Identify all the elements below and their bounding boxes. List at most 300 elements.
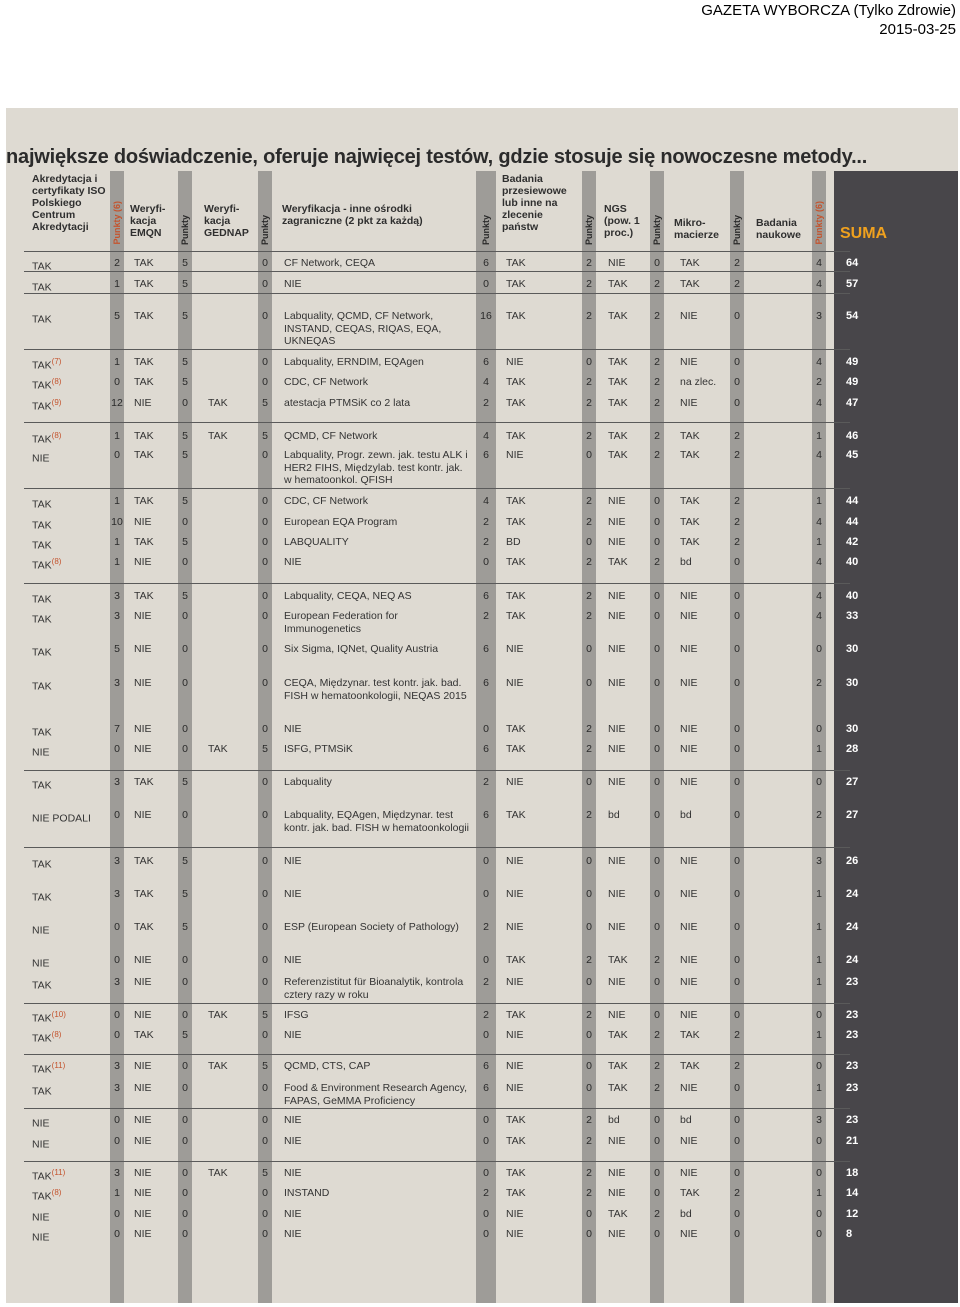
row-separator: [24, 271, 850, 272]
cell-p1: 3: [114, 976, 120, 988]
cell-p8: 0: [816, 1208, 822, 1220]
cell-c5: NIE: [506, 921, 524, 933]
cell-c7: TAK: [680, 1029, 700, 1041]
cell-suma: 23: [846, 976, 859, 988]
cell-p5: 0: [586, 1208, 592, 1220]
cell-p4: 0: [483, 888, 489, 900]
cell-c6: TAK: [608, 1060, 628, 1072]
cell-p5: 2: [586, 1167, 592, 1179]
cell-p5: 0: [586, 449, 592, 461]
cell-c2: TAK: [134, 921, 154, 933]
cell-c7: NIE: [680, 921, 698, 933]
cell-p3: 0: [262, 356, 268, 368]
cell-c4: NIE: [284, 1135, 302, 1147]
cell-c7: TAK: [680, 278, 700, 290]
cell-p5: 2: [586, 809, 592, 821]
cell-p3: 0: [262, 449, 268, 461]
cell-p7: 0: [734, 397, 740, 409]
cell-p6: 2: [654, 954, 660, 966]
cell-p2: 5: [182, 855, 188, 867]
cell-p8: 1: [816, 921, 822, 933]
cell-c5: TAK: [506, 1167, 526, 1179]
cell-c5: TAK: [506, 1187, 526, 1199]
cell-c5: TAK: [506, 1009, 526, 1021]
cell-p3: 5: [262, 397, 268, 409]
cell-p7: 0: [734, 954, 740, 966]
cell-c7: bd: [680, 556, 692, 568]
cell-c4: European Federation for Immunogenetics: [284, 610, 398, 635]
points-column-bar: [178, 171, 192, 1303]
cell-p7: 0: [734, 976, 740, 988]
cell-c4: Labquality, EQAgen, Międzynar. test kontr. jak. bad. FISH w hematoonkologii: [284, 809, 470, 834]
cell-p7: 0: [734, 356, 740, 368]
cell-p5: 2: [586, 278, 592, 290]
cell-p7: 0: [734, 643, 740, 655]
cell-p4: 6: [483, 257, 489, 269]
cell-suma: 23: [846, 1009, 859, 1021]
cell-p5: 0: [586, 536, 592, 548]
cell-p7: 0: [734, 1228, 740, 1240]
cell-p8: 0: [816, 1228, 822, 1240]
cell-suma: 14: [846, 1187, 859, 1199]
footnote-marker: (11): [51, 1168, 66, 1177]
cell-suma: 57: [846, 278, 859, 290]
points-column-bar: [582, 171, 596, 1303]
cell-p3: 0: [262, 590, 268, 602]
cell-suma: 28: [846, 743, 859, 755]
cell-c2: TAK: [134, 278, 154, 290]
cell-c5: TAK: [506, 1135, 526, 1147]
cell-p3: 0: [262, 278, 268, 290]
cell-p1: 2: [114, 257, 120, 269]
header-punkty: Punkty: [732, 214, 742, 245]
cell-c1: TAK: [32, 726, 52, 739]
cell-p8: 1: [816, 430, 822, 442]
cell-c4: NIE: [284, 1029, 302, 1041]
cell-c1: NIE: [32, 1211, 50, 1224]
cell-p4: 0: [483, 855, 489, 867]
cell-c6: NIE: [608, 516, 626, 528]
cell-p4: 6: [483, 1060, 489, 1072]
cell-p6: 2: [654, 1208, 660, 1220]
cell-p7: 2: [734, 430, 740, 442]
header-emqn: Weryfi-kacja EMQN: [130, 203, 166, 239]
cell-suma: 49: [846, 356, 859, 368]
cell-c4: NIE: [284, 1208, 302, 1220]
cell-suma: 27: [846, 776, 859, 788]
cell-c4: LABQUALITY: [284, 536, 349, 548]
header-badania-przesiewowe: Badania przesiewowe lub inne na zlecenie państw: [502, 173, 567, 233]
cell-p6: 2: [654, 1060, 660, 1072]
cell-c4: atestacja PTMSiK co 2 lata: [284, 397, 411, 409]
footnote-marker: (8): [51, 377, 62, 386]
cell-c1: NIE: [32, 1117, 50, 1130]
cell-c7: NIE: [680, 356, 698, 368]
cell-p8: 3: [816, 1114, 822, 1126]
header-punkty: Punkty (6): [112, 201, 122, 245]
cell-p4: 0: [483, 1208, 489, 1220]
cell-c1: TAK$^{(8)}$: [32, 431, 62, 446]
cell-suma: 33: [846, 610, 859, 622]
cell-p7: 2: [734, 1060, 740, 1072]
cell-p3: 5: [262, 1009, 268, 1021]
cell-p5: 0: [586, 1060, 592, 1072]
cell-c2: NIE: [134, 1135, 152, 1147]
cell-p2: 5: [182, 495, 188, 507]
cell-p4: 2: [483, 976, 489, 988]
cell-p6: 0: [654, 1009, 660, 1021]
cell-c1: TAK$^{(10)}$: [32, 1010, 66, 1025]
cell-p1: 3: [114, 1167, 120, 1179]
cell-p4: 2: [483, 536, 489, 548]
cell-c4: CDC, CF Network: [284, 376, 369, 388]
cell-c7: TAK: [680, 257, 700, 269]
cell-c2: NIE: [134, 643, 152, 655]
cell-p2: 5: [182, 376, 188, 388]
cell-p8: 1: [816, 495, 822, 507]
cell-c2: NIE: [134, 1187, 152, 1199]
cell-p2: 0: [182, 677, 188, 689]
cell-c1: TAK$^{(8)}$: [32, 377, 62, 392]
cell-c1: NIE: [32, 1138, 50, 1151]
cell-p1: 1: [114, 356, 120, 368]
cell-p5: 0: [586, 776, 592, 788]
cell-c6: TAK: [608, 310, 628, 322]
cell-c2: NIE: [134, 743, 152, 755]
cell-p3: 0: [262, 776, 268, 788]
cell-c6: TAK: [608, 356, 628, 368]
cell-p5: 2: [586, 1135, 592, 1147]
cell-p5: 2: [586, 516, 592, 528]
cell-c6: NIE: [608, 888, 626, 900]
cell-c4: NIE: [284, 1167, 302, 1179]
cell-c2: TAK: [134, 376, 154, 388]
cell-p2: 5: [182, 888, 188, 900]
cell-p7: 0: [734, 888, 740, 900]
cell-c5: TAK: [506, 310, 526, 322]
cell-p2: 0: [182, 1009, 188, 1021]
cell-c2: NIE: [134, 976, 152, 988]
cell-p7: 0: [734, 921, 740, 933]
cell-suma: 23: [846, 1029, 859, 1041]
header-punkty: Punkty (6): [814, 201, 824, 245]
cell-p3: 0: [262, 1208, 268, 1220]
cell-c4: INSTAND: [284, 1187, 330, 1199]
cell-c7: NIE: [680, 743, 698, 755]
cell-c5: NIE: [506, 677, 524, 689]
cell-c4: Labquality, QCMD, CF Network, INSTAND, CEQAS, RIQAS, EQA, UKNEQAS: [284, 310, 442, 347]
footnote-marker: (9): [51, 398, 62, 407]
cell-p4: 0: [483, 1228, 489, 1240]
points-column-bar: [110, 171, 124, 1303]
cell-p3: 0: [262, 556, 268, 568]
cell-p6: 2: [654, 449, 660, 461]
cell-c5: NIE: [506, 1208, 524, 1220]
cell-p7: 2: [734, 516, 740, 528]
cell-c7: NIE: [680, 723, 698, 735]
cell-c1: TAK$^{(8)}$: [32, 557, 62, 572]
cell-p3: 0: [262, 1187, 268, 1199]
cell-c6: TAK: [608, 430, 628, 442]
cell-p6: 0: [654, 495, 660, 507]
cell-p1: 0: [114, 376, 120, 388]
cell-p8: 0: [816, 1060, 822, 1072]
publication-date: 2015-03-25: [879, 21, 956, 38]
cell-p4: 2: [483, 776, 489, 788]
cell-c7: TAK: [680, 1060, 700, 1072]
cell-p8: 2: [816, 677, 822, 689]
cell-c2: TAK: [134, 776, 154, 788]
cell-p1: 1: [114, 556, 120, 568]
cell-p4: 2: [483, 397, 489, 409]
cell-p6: 0: [654, 590, 660, 602]
row-separator: [24, 251, 850, 252]
cell-c5: TAK: [506, 954, 526, 966]
cell-p7: 0: [734, 556, 740, 568]
cell-p3: 5: [262, 1167, 268, 1179]
cell-c4: QCMD, CTS, CAP: [284, 1060, 371, 1072]
cell-p8: 4: [816, 278, 822, 290]
cell-c2: NIE: [134, 1228, 152, 1240]
cell-c7: NIE: [680, 677, 698, 689]
cell-c6: NIE: [608, 1009, 626, 1021]
cell-c6: NIE: [608, 610, 626, 622]
cell-c6: TAK: [608, 1029, 628, 1041]
cell-c7: TAK: [680, 495, 700, 507]
footnote-marker: (11): [51, 1061, 66, 1070]
cell-c2: NIE: [134, 1009, 152, 1021]
cell-p4: 2: [483, 516, 489, 528]
cell-p8: 2: [816, 809, 822, 821]
cell-c7: na zlec.: [680, 376, 717, 388]
cell-p3: 0: [262, 376, 268, 388]
cell-p2: 5: [182, 430, 188, 442]
cell-p4: 2: [483, 1009, 489, 1021]
cell-p1: 0: [114, 1135, 120, 1147]
scanned-table-clipping: [6, 108, 958, 1303]
cell-p1: 10: [111, 516, 123, 528]
cell-p2: 0: [182, 610, 188, 622]
cell-c5: TAK: [506, 257, 526, 269]
cell-c1: TAK: [32, 891, 52, 904]
cell-p7: 0: [734, 1082, 740, 1094]
cell-p3: 0: [262, 1228, 268, 1240]
cell-c6: NIE: [608, 1187, 626, 1199]
cell-p7: 2: [734, 536, 740, 548]
cell-p3: 0: [262, 610, 268, 622]
cell-p2: 0: [182, 643, 188, 655]
cell-p6: 0: [654, 888, 660, 900]
cell-p5: 0: [586, 643, 592, 655]
cell-p4: 6: [483, 743, 489, 755]
cell-c5: TAK: [506, 376, 526, 388]
cell-suma: 23: [846, 1082, 859, 1094]
cell-c7: NIE: [680, 590, 698, 602]
cell-c5: TAK: [506, 495, 526, 507]
cell-c6: NIE: [608, 1167, 626, 1179]
cell-p2: 0: [182, 397, 188, 409]
cell-suma: 47: [846, 397, 859, 409]
cell-p3: 0: [262, 954, 268, 966]
cell-p6: 0: [654, 1167, 660, 1179]
cell-c1: NIE: [32, 746, 50, 759]
cell-p6: 0: [654, 809, 660, 821]
header-gednap: Weryfi-kacja GEDNAP: [204, 203, 249, 239]
cell-c6: NIE: [608, 495, 626, 507]
cell-p3: 0: [262, 976, 268, 988]
cell-c2: NIE: [134, 1082, 152, 1094]
cell-c2: NIE: [134, 1060, 152, 1072]
cell-p6: 2: [654, 556, 660, 568]
cell-c4: NIE: [284, 556, 302, 568]
cell-p3: 0: [262, 809, 268, 821]
cell-c7: NIE: [680, 1167, 698, 1179]
cell-c4: Labquality: [284, 776, 332, 788]
cell-p6: 0: [654, 1228, 660, 1240]
cell-p7: 0: [734, 677, 740, 689]
cell-c4: IFSG: [284, 1009, 309, 1021]
cell-p8: 0: [816, 1009, 822, 1021]
cell-p7: 2: [734, 278, 740, 290]
cell-p7: 0: [734, 1208, 740, 1220]
cell-c5: TAK: [506, 430, 526, 442]
cell-p7: 0: [734, 743, 740, 755]
cell-p5: 0: [586, 855, 592, 867]
cell-p3: 0: [262, 495, 268, 507]
cell-p3: 5: [262, 1060, 268, 1072]
cell-p2: 0: [182, 1135, 188, 1147]
cell-p6: 0: [654, 536, 660, 548]
cell-p5: 2: [586, 556, 592, 568]
cell-c7: NIE: [680, 397, 698, 409]
cell-c1: TAK$^{(9)}$: [32, 398, 62, 413]
cell-suma: 8: [846, 1228, 853, 1240]
cell-c5: NIE: [506, 356, 524, 368]
cell-p8: 4: [816, 516, 822, 528]
cell-c1: TAK$^{(11)}$: [32, 1061, 66, 1076]
cell-p1: 12: [111, 397, 123, 409]
cell-c1: TAK: [32, 498, 52, 511]
cell-c2: TAK: [134, 310, 154, 322]
cell-p2: 5: [182, 310, 188, 322]
cell-p4: 0: [483, 954, 489, 966]
cell-p7: 2: [734, 1187, 740, 1199]
cell-p1: 1: [114, 430, 120, 442]
cell-c6: NIE: [608, 855, 626, 867]
cell-p4: 6: [483, 643, 489, 655]
cell-c6: bd: [608, 1114, 620, 1126]
cell-p1: 0: [114, 1228, 120, 1240]
cell-p3: 0: [262, 855, 268, 867]
cell-p8: 1: [816, 536, 822, 548]
cell-c2: NIE: [134, 809, 152, 821]
cell-p8: 1: [816, 954, 822, 966]
cell-suma: 18: [846, 1167, 859, 1179]
header-punkty: Punkty: [584, 214, 594, 245]
cell-p8: 1: [816, 976, 822, 988]
cell-suma: 30: [846, 677, 859, 689]
cell-p8: 3: [816, 310, 822, 322]
cell-c7: TAK: [680, 1187, 700, 1199]
publication-name: GAZETA WYBORCZA (Tylko Zdrowie): [701, 2, 956, 19]
cell-p8: 1: [816, 1082, 822, 1094]
cell-suma: 21: [846, 1135, 859, 1147]
cell-p3: 0: [262, 1114, 268, 1126]
cell-p7: 2: [734, 449, 740, 461]
suma-column-bar: [834, 171, 958, 1303]
cell-c6: bd: [608, 809, 620, 821]
row-separator: [24, 488, 850, 489]
cell-c1: NIE: [32, 924, 50, 937]
cell-c6: TAK: [608, 1208, 628, 1220]
cell-p7: 0: [734, 376, 740, 388]
cell-c2: TAK: [134, 888, 154, 900]
cell-p3: 0: [262, 921, 268, 933]
cell-p7: 0: [734, 1114, 740, 1126]
cell-c6: NIE: [608, 677, 626, 689]
points-column-bar: [258, 171, 272, 1303]
cell-c5: TAK: [506, 278, 526, 290]
cell-c6: NIE: [608, 976, 626, 988]
cell-c2: NIE: [134, 1208, 152, 1220]
cell-c5: TAK: [506, 809, 526, 821]
cell-p5: 0: [586, 921, 592, 933]
cell-p6: 2: [654, 356, 660, 368]
cell-c6: TAK: [608, 397, 628, 409]
cell-c5: NIE: [506, 1060, 524, 1072]
cell-p6: 0: [654, 610, 660, 622]
cell-p6: 2: [654, 310, 660, 322]
cell-p1: 0: [114, 1208, 120, 1220]
cell-c4: Six Sigma, IQNet, Quality Austria: [284, 643, 439, 655]
cell-p3: 0: [262, 1082, 268, 1094]
cell-p8: 2: [816, 376, 822, 388]
cell-c1: NIE: [32, 452, 50, 465]
footnote-marker: (8): [51, 431, 62, 440]
cell-c1: TAK: [32, 260, 52, 273]
cell-p1: 3: [114, 888, 120, 900]
cell-suma: 64: [846, 257, 859, 269]
cell-suma: 24: [846, 954, 859, 966]
cell-p8: 1: [816, 1029, 822, 1041]
cell-p7: 2: [734, 495, 740, 507]
cell-c6: NIE: [608, 723, 626, 735]
cell-c7: NIE: [680, 1009, 698, 1021]
cell-p8: 4: [816, 556, 822, 568]
cell-p6: 0: [654, 776, 660, 788]
cell-c1: TAK: [32, 593, 52, 606]
cell-p7: 0: [734, 855, 740, 867]
cell-c5: NIE: [506, 776, 524, 788]
row-separator: [24, 1108, 850, 1109]
cell-p3: 0: [262, 1135, 268, 1147]
row-separator: [24, 422, 850, 423]
cell-c7: NIE: [680, 1135, 698, 1147]
cell-c1: TAK$^{(7)}$: [32, 357, 62, 372]
cell-c7: NIE: [680, 643, 698, 655]
cell-c7: NIE: [680, 776, 698, 788]
cell-p1: 1: [114, 278, 120, 290]
cell-suma: 12: [846, 1208, 859, 1220]
cell-p1: 0: [114, 1029, 120, 1041]
cell-p5: 2: [586, 1114, 592, 1126]
cell-c5: TAK: [506, 397, 526, 409]
cell-c4: ISFG, PTMSiK: [284, 743, 353, 755]
cell-p5: 0: [586, 356, 592, 368]
cell-p2: 0: [182, 743, 188, 755]
cell-c6: TAK: [608, 954, 628, 966]
points-column-bar: [476, 171, 496, 1303]
